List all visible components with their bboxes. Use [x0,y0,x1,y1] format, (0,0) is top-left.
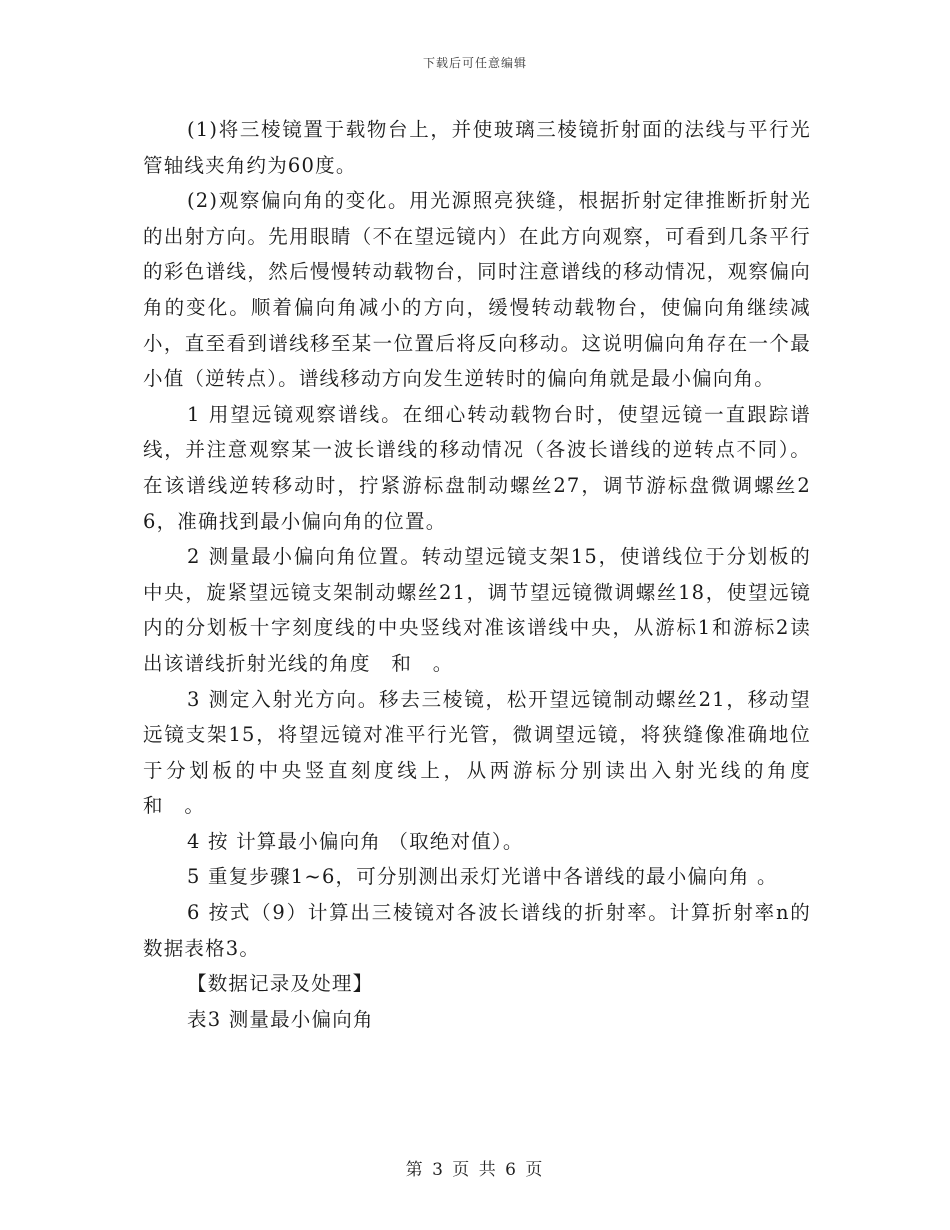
page-number: 第 3 页 共 6 页 [405,1160,545,1180]
table-caption: 表3 测量最小偏向角 [187,1007,374,1031]
document-body [143,112,832,1037]
paragraph-refractive-index: 6 按式（9）计算出三棱镜对各波长谱线的折射率。计算折射率n的数据表格3。 [143,901,811,960]
paragraph-incident-direction: 3 测定入射光方向。移去三棱镜，松开望远镜制动螺丝21，移动望远镜支架15，将望远镜对准平行光管，微调望远镜，将狭缝像准确地位于分划板的中央竖直刻度线上，从两游标分别读出入射光线的角度 和 。 [143,687,832,818]
paragraph-calculate-angle: 4 按 计算最小偏向角 （取绝对值）。 [187,829,524,853]
page-header: 下载后可任意编辑 [422,56,527,70]
paragraph-observe-lines: 1 用望远镜观察谱线。在细心转动载物台时，使望远镜一直跟踪谱线，并注意观察某一波长谱线的移动情况（各波长谱线的逆转点不同）。在该谱线逆转移动时，拧紧游标盘制动螺丝27，调节游标盘微调螺丝26，准确找到最小偏向角的位置。 [143,402,811,533]
paragraph-step-2: (2)观察偏向角的变化。用光源照亮狭缝，根据折射定律推断折射光的出射方向。先用眼睛（不在望远镜内）在此方向观察，可看到几条平行的彩色谱线，然后慢慢转动载物台，同时注意谱线的移动情况，观察偏向角的变化。顺着偏向角减小的方向，缓慢转动载物台，使偏向角继续减小，直至看到谱线移至某一位置后将反向移动。这说明偏向角存在一个最小值（逆转点）。谱线移动方向发生逆转时的偏向角就是最小偏向角。 [143,189,811,391]
paragraph-step-1: (1)将三棱镜置于载物台上，并使玻璃三棱镜折射面的法线与平行光管轴线夹角约为60度。 [143,118,811,177]
section-heading-data: 【数据记录及处理】 [187,972,374,996]
paragraph-measure-position: 2 测量最小偏向角位置。转动望远镜支架15，使谱线位于分划板的中央，旋紧望远镜支架制动螺丝21，调节望远镜微调螺丝18，使望远镜内的分划板十字刻度线的中央竖线对准该谱线中央，从游标1和游标2读出该谱线折射光线的角度 和 。 [143,545,811,675]
paragraph-repeat-steps: 5 重复步骤1~6，可分别测出汞灯光谱中各谱线的最小偏向角 。 [187,865,778,889]
